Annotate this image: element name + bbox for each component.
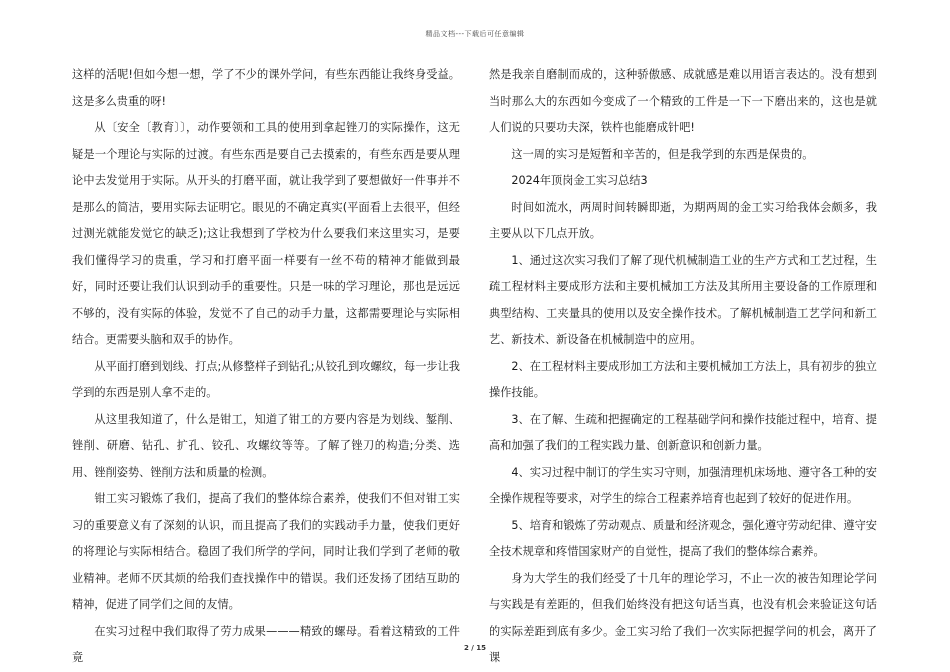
paragraph: 时间如流水，两周时间转瞬即逝，为期两周的金工实习给我体会颇多，我主要从以下几点开放。 bbox=[489, 200, 877, 240]
paragraph: 3、在了解、生疏和把握确定的工程基础学问和操作技能过程中，培育、提高和加强了我们的工程实践力量、创新意识和创新力量。 bbox=[489, 412, 877, 452]
page-number: 2 / 15 bbox=[463, 644, 487, 652]
paragraph: 2、在工程材料主要成形加工方法和主要机械加工方法上，具有初步的独立操作技能。 bbox=[489, 359, 877, 399]
page-header: 精品文档---下载后可任意编辑 bbox=[425, 30, 525, 38]
paragraph: 5、培育和锻炼了劳动观点、质量和经济观念，强化遵守劳动纪律、遵守安全技术规章和疼惜国家财产的自觉性，提高了我们的整体综合素养。 bbox=[489, 518, 877, 558]
left-column bbox=[72, 62, 460, 672]
paragraph: 这样的活呢!但如今想一想，学了不少的课外学问，有些东西能让我终身受益。这是多么贵重的呀! bbox=[72, 68, 460, 108]
right-column bbox=[489, 62, 877, 672]
paragraph: 从平面打磨到划线、打点;从修整样子到钻孔;从铰孔到攻螺纹，每一步让我学到的东西是别人拿不走的。 bbox=[72, 359, 460, 399]
paragraph: 从〔安全〔教育〕〕，动作要领和工具的使用到拿起锉刀的实际操作，这无疑是一个理论与实际的过渡。有些东西是要自己去摸索的，有些东西是要从理论中去发觉用于实际。从开头的打磨平面，就让我学到了要想做好一件事并不是那么的简洁，要用实际去证明它。眼见的不确定真实(平面看上去很平，但经过测光就能发觉它的缺乏);这让我想到了学校为什么要我们来这里实习，是要我们懂得学习的贵重，学习和打磨平面一样要有一丝不苟的精神才能做到最好，同时还要让我们认识到动手的重要性。只是一味的学习理论，那也是远远不够的，没有实际的体验，发觉不了自己的动手力量，这都需要理论与实际相结合。更需要头脑和双手的协作。 bbox=[72, 121, 460, 346]
paragraph: 4、实习过程中制订的学生实习守则，加强清理机床场地、遵守各工种的安全操作规程等要求，对学生的综合工程素养培育也起到了较好的促进作用。 bbox=[489, 465, 877, 505]
section-heading: 2024年顶岗金工实习总结3 bbox=[511, 174, 648, 187]
paragraph: 身为大学生的我们经受了十几年的理论学习，不止一次的被告知理论学问与实践是有差距的，但我们始终没有把这句话当真，也没有机会来验证这句话的实际差距到底有多少。金工实习给了我们一次实际把握学问的机会，离开了课 bbox=[489, 571, 877, 664]
paragraph: 从这里我知道了，什么是钳工，知道了钳工的方要内容是为划线、錾削、锉削、研磨、钻孔、扩孔、铰孔、攻螺纹等等。了解了锉刀的构造;分类、选用、锉削姿势、锉削方法和质量的检测。 bbox=[72, 412, 460, 479]
paragraph: 然是我亲自磨制而成的，这种骄傲感、成就感是难以用语言表达的。没有想到当时那么大的东西如今变成了一个精致的工件是一下一下磨出来的，这也是就人们说的只要功夫深，铁杵也能磨成针吧! bbox=[489, 68, 877, 134]
paragraph: 1、通过这次实习我们了解了现代机械制造工业的生产方式和工艺过程，生疏工程材料主要成形方法和主要机械加工方法及其所用主要设备的工作原理和典型结构、工夹量具的使用以及安全操作技术。了解机械制造工艺学问和新工艺、新技术、新设备在机械制造中的应用。 bbox=[489, 253, 877, 346]
paragraph: 钳工实习锻炼了我们，提高了我们的整体综合素养，使我们不但对钳工实习的重要意义有了深刻的认识，而且提高了我们的实践动手力量，使我们更好的将理论与实际相结合。稳固了我们所学的学问，同时让我们学到了老师的敬业精神。老师不厌其烦的给我们查找操作中的错误。我们还发扬了团结互助的精神，促进了同学们之间的友情。 bbox=[72, 492, 460, 611]
paragraph: 在实习过程中我们取得了劳力成果———精致的螺母。看着这精致的工件竟 bbox=[72, 624, 460, 664]
paragraph: 这一周的实习是短暂和辛苦的，但是我学到的东西是保贵的。 bbox=[511, 147, 814, 161]
